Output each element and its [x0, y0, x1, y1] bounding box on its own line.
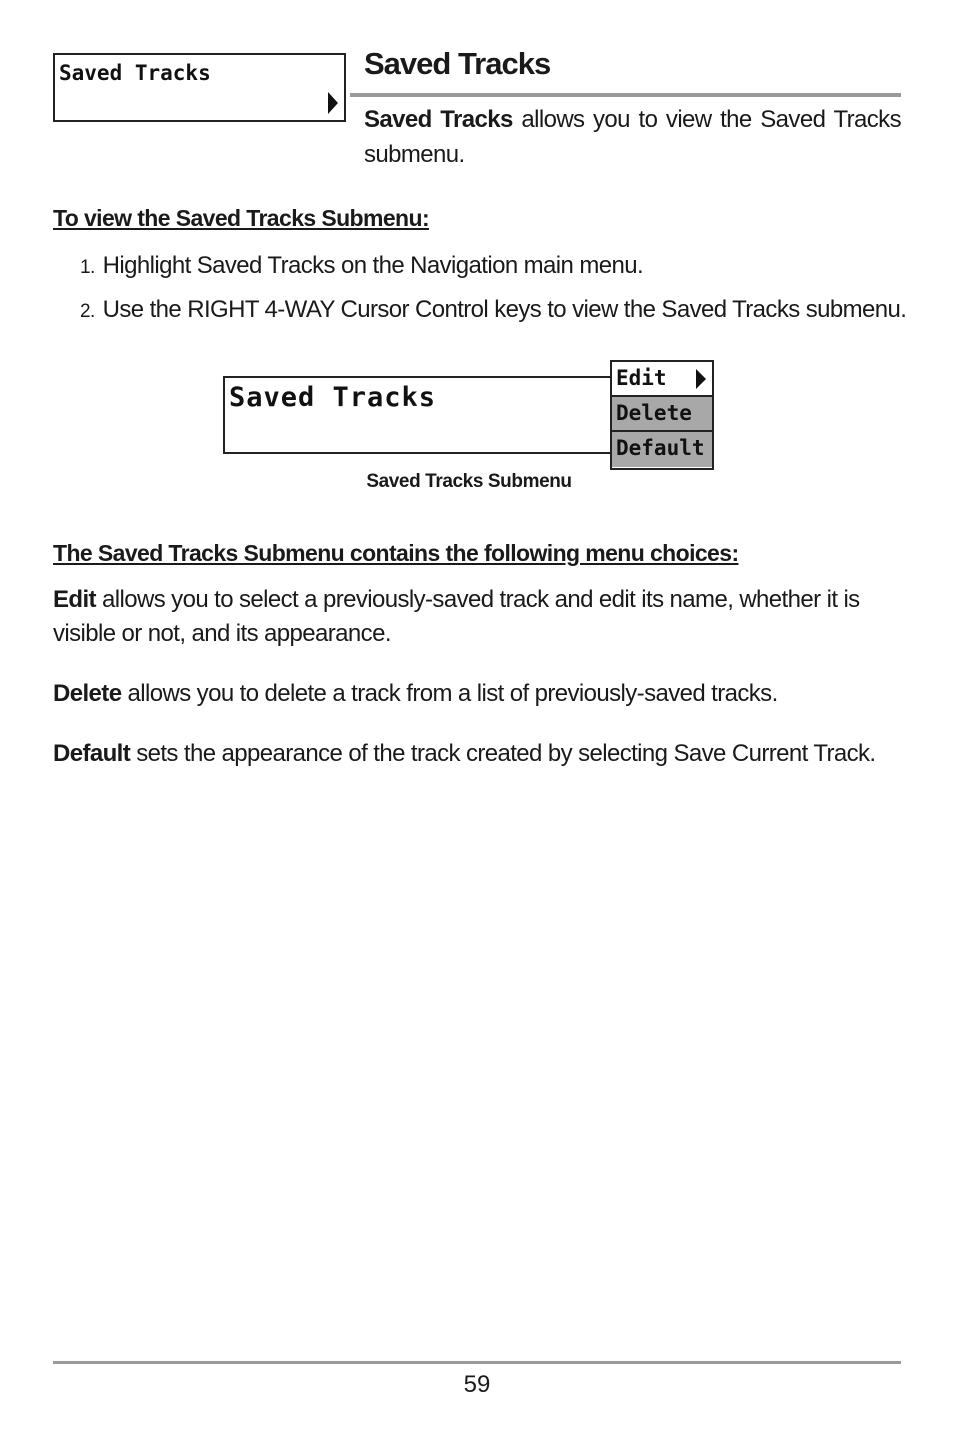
choice-edit — [53, 583, 901, 651]
submenu-item-default — [612, 432, 712, 467]
submenu-item-label: Delete — [616, 401, 692, 425]
step-number: 1. — [80, 257, 95, 278]
choice-delete — [53, 677, 901, 711]
step-number: 2. — [80, 301, 95, 322]
choice-term: Default — [53, 740, 131, 767]
submenu-item-delete — [612, 397, 712, 432]
choices-heading: The Saved Tracks Submenu contains the following menu choices: — [53, 540, 739, 566]
choice-term: Edit — [53, 586, 96, 613]
submenu-item-label: Edit — [616, 366, 667, 390]
choice-text: allows you to select a previously-saved track and edit its name, whether it is visible or not, and its appearance. — [53, 586, 860, 647]
choice-default — [53, 737, 901, 771]
intro-text: allows you to view the Saved Tracks submenu. — [364, 106, 901, 168]
right-arrow-icon — [696, 369, 706, 389]
menu-thumbnail — [53, 53, 346, 122]
choice-text: allows you to delete a track from a list of previously-saved tracks. — [121, 680, 778, 707]
submenu-item-edit — [612, 362, 712, 397]
thumbnail-label: Saved Tracks — [59, 61, 211, 85]
right-arrow-icon — [328, 92, 338, 114]
figure-screen-label: Saved Tracks — [229, 382, 437, 413]
footer-divider — [53, 1361, 901, 1364]
submenu-figure-screen — [223, 376, 613, 454]
step-item — [80, 293, 906, 337]
choice-term: Delete — [53, 680, 122, 707]
procedure-heading: To view the Saved Tracks Submenu: — [53, 205, 430, 231]
choice-text: sets the appearance of the track created by selecting Save Current Track. — [130, 740, 876, 767]
procedure-steps — [80, 249, 906, 337]
submenu-panel — [610, 360, 714, 470]
section-title: Saved Tracks — [364, 46, 551, 81]
step-text: Highlight Saved Tracks on the Navigation main menu. — [102, 252, 644, 279]
page-number: 59 — [463, 1371, 491, 1398]
figure-caption: Saved Tracks Submenu — [366, 471, 572, 492]
intro-term: Saved Tracks — [364, 106, 513, 133]
intro-paragraph — [364, 102, 901, 172]
title-divider — [350, 93, 901, 97]
step-text: Use the RIGHT 4-WAY Cursor Control keys to view the Saved Tracks submenu. — [102, 296, 907, 323]
step-item — [80, 249, 906, 293]
submenu-item-label: Default — [616, 436, 705, 460]
